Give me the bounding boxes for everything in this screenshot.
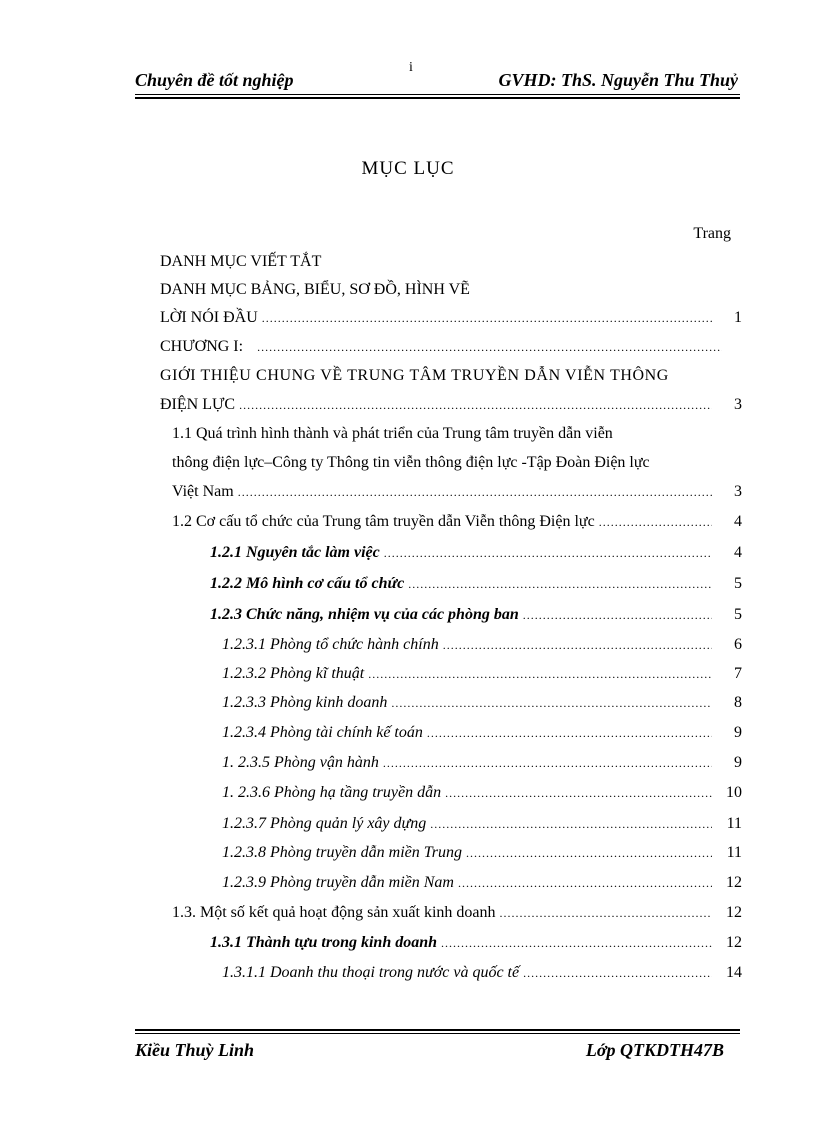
- toc-page-number: 10: [726, 784, 742, 801]
- toc-preface: [160, 308, 742, 328]
- toc-page-number: 12: [726, 934, 742, 951]
- toc-page-number: 12: [726, 904, 742, 921]
- toc-page-number: 1: [734, 309, 742, 326]
- toc-leader-dots: [441, 933, 712, 953]
- toc-leader-dots: [239, 395, 712, 415]
- toc-page-number: 12: [726, 874, 742, 891]
- toc-entry-text: 1.2.3.9 Phòng truyền dẫn miền Nam: [222, 874, 454, 891]
- toc-page-number: 14: [726, 964, 742, 981]
- toc-leader-dots: [430, 814, 712, 834]
- toc-chapter1: [160, 337, 726, 357]
- page-column-label: Trang: [693, 225, 731, 242]
- toc-chapter1-title-line2: [160, 395, 742, 415]
- toc-page-number: 9: [734, 754, 742, 771]
- toc-page-number: 11: [726, 844, 742, 861]
- page-header: [135, 60, 740, 94]
- toc-entry-text: 1.2.3.1 Phòng tổ chức hành chính: [222, 636, 439, 653]
- toc-section-1-1-line2: thông điện lực–Công ty Thông tin viễn thông điện lực -Tập Đoàn Điện lực: [172, 454, 650, 471]
- footer-class: Lớp QTKDTH47B: [585, 1040, 724, 1060]
- page-title: MỤC LỤC: [361, 158, 455, 179]
- toc-leader-dots: [523, 605, 712, 625]
- toc-leader-dots: [391, 693, 712, 713]
- toc-section-1-2-3-7: [222, 814, 742, 834]
- header-advisor-label: GVHD: ThS. Nguyễn Thu Thuỷ: [498, 70, 738, 90]
- toc-tables-figures: DANH MỤC BẢNG, BIỂU, SƠ ĐỒ, HÌNH VẼ: [160, 281, 470, 298]
- toc-page-number: 11: [726, 815, 742, 832]
- toc-leader-dots: [408, 574, 712, 594]
- toc-entry-text: 1.3. Một số kết quả hoạt động sản xuất kinh doanh: [172, 904, 496, 921]
- toc-section-1-3: [172, 903, 742, 923]
- toc-section-1-3-1-1: [222, 963, 742, 983]
- toc-leader-dots: [368, 664, 712, 684]
- toc-page-number: 4: [734, 513, 742, 530]
- toc-leader-dots: [384, 543, 712, 563]
- toc-page-number: 8: [734, 694, 742, 711]
- toc-entry-text: 1.2.3.2 Phòng kĩ thuật: [222, 665, 365, 682]
- toc-leader-dots: [443, 635, 712, 655]
- toc-page-number: 3: [734, 483, 742, 500]
- toc-section-1-2-3-3: [222, 693, 742, 713]
- header-rule-thin: [135, 94, 740, 95]
- toc-section-1-1-line3: [172, 482, 742, 502]
- toc-leader-dots: [599, 512, 712, 532]
- toc-page-number: 5: [734, 606, 742, 623]
- toc-entry-text: CHƯƠNG I:: [160, 338, 244, 355]
- toc-page-number: 3: [734, 396, 742, 413]
- header-thesis-label: Chuyên đề tốt nghiệp: [135, 70, 294, 90]
- toc-entry-text: 1.3.1.1 Doanh thu thoại trong nước và quốc tế: [222, 964, 520, 981]
- toc-section-1-2-1: [210, 543, 742, 563]
- toc-section-1-3-1: [210, 933, 742, 953]
- page-footer: [135, 1040, 740, 1064]
- toc-entry-text: 1.2.3 Chức năng, nhiệm vụ của các phòng ban: [210, 606, 519, 623]
- toc-section-1-2-3-6: [222, 783, 742, 803]
- toc-section-1-2-3: [210, 605, 742, 625]
- toc-entry-text: 1.2.3.3 Phòng kinh doanh: [222, 694, 388, 711]
- toc-leader-dots: [257, 337, 722, 357]
- toc-leader-dots: [445, 783, 712, 803]
- toc-leader-dots: [466, 843, 712, 863]
- toc-entry-text: 1.2.2 Mô hình cơ cấu tổ chức: [210, 575, 405, 592]
- toc-section-1-2-3-8: [222, 843, 742, 863]
- toc-leader-dots: [523, 963, 712, 983]
- toc-page-number: 5: [734, 575, 742, 592]
- toc-page-number: 4: [734, 544, 742, 561]
- toc-section-1-2-3-4: [222, 723, 742, 743]
- toc-entry-text: Việt Nam: [172, 483, 234, 500]
- toc-entry-text: 1.2 Cơ cấu tổ chức của Trung tâm truyền dẫn Viễn thông Điện lực: [172, 513, 595, 530]
- toc-section-1-2-3-9: [222, 873, 742, 893]
- footer-rule-thick: [135, 1029, 740, 1031]
- page-number-roman: i: [409, 60, 413, 75]
- toc-page-number: 7: [734, 665, 742, 682]
- toc-page-number: 6: [734, 636, 742, 653]
- toc-entry-text: ĐIỆN LỰC: [160, 396, 236, 413]
- toc-section-1-2-2: [210, 574, 742, 594]
- toc-entry-text: 1.2.3.7 Phòng quản lý xây dựng: [222, 815, 427, 832]
- toc-entry-text: 1.2.3.8 Phòng truyền dẫn miền Trung: [222, 844, 462, 861]
- toc-leader-dots: [383, 753, 712, 773]
- footer-rule-thin: [135, 1033, 740, 1034]
- toc-entry-text: 1.2.1 Nguyên tắc làm việc: [210, 544, 380, 561]
- toc-entry-text: LỜI NÓI ĐẦU: [160, 309, 258, 326]
- toc-section-1-2-3-1: [222, 635, 742, 655]
- toc-page-number: 9: [734, 724, 742, 741]
- toc-entry-text: 1. 2.3.6 Phòng hạ tầng truyền dẫn: [222, 784, 442, 801]
- toc-leader-dots: [238, 482, 712, 502]
- toc-section-1-2-3-2: [222, 664, 742, 684]
- toc-abbreviations: DANH MỤC VIẾT TẮT: [160, 253, 322, 270]
- toc-section-1-2: [172, 512, 742, 532]
- toc-section-1-2-3-5: [222, 753, 742, 773]
- toc-section-1-1-line1: 1.1 Quá trình hình thành và phát triển của Trung tâm truyền dẫn viễn: [172, 425, 613, 442]
- toc-entry-text: 1.3.1 Thành tựu trong kinh doanh: [210, 934, 438, 951]
- toc-entry-text: 1. 2.3.5 Phòng vận hành: [222, 754, 379, 771]
- toc-leader-dots: [262, 308, 712, 328]
- toc-chapter1-title-line1: GIỚI THIỆU CHUNG VỀ TRUNG TÂM TRUYỀN DẪN VIỄN THÔNG: [160, 367, 669, 384]
- toc-entry-text: 1.2.3.4 Phòng tài chính kế toán: [222, 724, 423, 741]
- footer-author: Kiều Thuỳ Linh: [135, 1040, 255, 1060]
- toc-leader-dots: [427, 723, 712, 743]
- toc-leader-dots: [458, 873, 712, 893]
- toc-leader-dots: [500, 903, 712, 923]
- header-rule-thick: [135, 97, 740, 99]
